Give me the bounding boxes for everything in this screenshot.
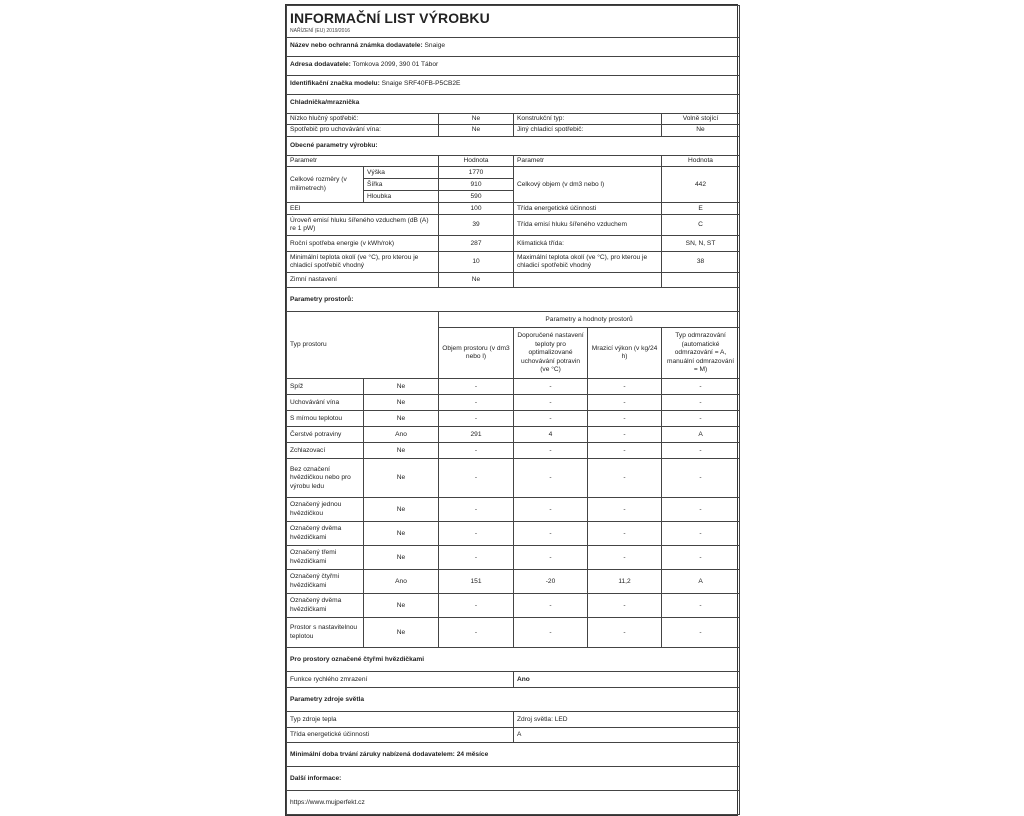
compartment-volume: -: [439, 546, 514, 570]
compartment-volume: -: [439, 443, 514, 459]
total-volume-label: Celkový objem (v dm3 nebo l): [514, 167, 662, 203]
light-energy-class-label: Třída energetické účinnosti: [287, 728, 514, 743]
row-label: Zimní nastavení: [287, 273, 439, 288]
header-cell: [287, 6, 740, 38]
model-row: [287, 75, 740, 94]
fast-freeze-label: Funkce rychlého zmrazení: [287, 672, 514, 688]
compartment-present: Ne: [364, 618, 439, 648]
row-value: Volně stojící: [662, 113, 740, 125]
supplier-row: [287, 37, 740, 56]
compartment-name: S mírnou teplotou: [287, 411, 364, 427]
row-value: E: [662, 203, 740, 215]
dimension-value: 590: [439, 191, 514, 203]
compartment-freeze: -: [588, 395, 662, 411]
compartment-name: Bez označení hvězdičkou nebo pro výrobu ledu: [287, 459, 364, 498]
compartment-name: Prostor s nastavitelnou teplotou: [287, 618, 364, 648]
appliance-heading: Chladnička/mraznička: [287, 94, 740, 113]
row-label: Úroveň emisí hluku šířeného vzduchem (dB (A) re 1 pW): [287, 215, 439, 236]
compartment-defrost: A: [662, 570, 740, 594]
model-label: Identifikační značka modelu:: [290, 80, 380, 88]
compartment-volume: -: [439, 379, 514, 395]
compartment-present: Ano: [364, 427, 439, 443]
general-heading: Obecné parametry výrobku:: [287, 136, 740, 155]
col-header-defrost: Typ odmrazování (automatické odmrazování = A, manuální odmrazování = M): [662, 328, 740, 379]
compartment-row: [287, 379, 740, 395]
compartment-name: Čerstvé potraviny: [287, 427, 364, 443]
compartment-defrost: -: [662, 443, 740, 459]
row-label: [514, 273, 662, 288]
compartment-present: Ano: [364, 570, 439, 594]
appliance-row: [287, 113, 740, 125]
col-header: Parametr: [287, 155, 439, 167]
compartment-volume: -: [439, 411, 514, 427]
row-label: Maximální teplota okolí (ve °C), pro kterou je chladicí spotřebič vhodný: [514, 252, 662, 273]
general-row: [287, 203, 740, 215]
row-value: Ne: [439, 273, 514, 288]
compartment-name: Označený jednou hvězdičkou: [287, 498, 364, 522]
col-header: Parametr: [514, 155, 662, 167]
compartment-row: [287, 522, 740, 546]
total-volume-value: 442: [662, 167, 740, 203]
info-table: [286, 5, 740, 815]
row-value: Ne: [662, 125, 740, 137]
compartment-group-header-row: [287, 312, 740, 328]
col-header: Hodnota: [439, 155, 514, 167]
compartment-volume: -: [439, 395, 514, 411]
row-label: Minimální teplota okolí (ve °C), pro kterou je chladicí spotřebič vhodný: [287, 252, 439, 273]
col-header-temp: Doporučené nastavení teploty pro optimalizované uchovávání potravin (ve °C): [514, 328, 588, 379]
compartment-present: Ne: [364, 594, 439, 618]
light-heading: Parametry zdroje světla: [287, 688, 740, 712]
row-label: Konstrukční typ:: [514, 113, 662, 125]
row-value: 10: [439, 252, 514, 273]
compartment-volume: -: [439, 498, 514, 522]
row-value: 39: [439, 215, 514, 236]
compartment-row: [287, 395, 740, 411]
general-row: [287, 273, 740, 288]
compartment-present: Ne: [364, 522, 439, 546]
row-value: SN, N, ST: [662, 236, 740, 252]
compartment-temp: -: [514, 443, 588, 459]
compartment-name: Uchovávání vína: [287, 395, 364, 411]
compartment-present: Ne: [364, 546, 439, 570]
row-value: [662, 273, 740, 288]
general-row: [287, 252, 740, 273]
compartment-defrost: A: [662, 427, 740, 443]
compartment-defrost: -: [662, 379, 740, 395]
row-label: Klimatická třída:: [514, 236, 662, 252]
model-value: Snaige SRF40FB-P5CB2E: [381, 80, 461, 88]
page-title: INFORMAČNÍ LIST VÝROBKU: [290, 10, 490, 26]
general-row: [287, 215, 740, 236]
compartment-temp: -: [514, 395, 588, 411]
row-label: Třída emisí hluku šířeného vzduchem: [514, 215, 662, 236]
address-label: Adresa dodavatele:: [290, 61, 351, 69]
compartment-row: [287, 570, 740, 594]
fast-freeze-value: Ano: [514, 672, 740, 688]
warranty-label: Minimální doba trvání záruky nabízená dodavatelem:: [290, 750, 455, 758]
compartment-defrost: -: [662, 546, 740, 570]
compartment-freeze: -: [588, 379, 662, 395]
compartment-type-header: Typ prostoru: [287, 312, 439, 379]
compartment-volume: -: [439, 618, 514, 648]
row-label: Nízko hlučný spotřebič:: [287, 113, 439, 125]
compartment-name: Zchlazovací: [287, 443, 364, 459]
compartments-heading: Parametry prostorů:: [287, 288, 740, 312]
row-value: 287: [439, 236, 514, 252]
compartment-volume: -: [439, 459, 514, 498]
light-source-type-value: Zdroj světla: LED: [514, 712, 740, 728]
compartment-defrost: -: [662, 395, 740, 411]
dimension-row: [287, 167, 740, 179]
general-row: [287, 236, 740, 252]
row-value: Ne: [439, 113, 514, 125]
compartment-defrost: -: [662, 618, 740, 648]
general-header-row: [287, 155, 740, 167]
compartment-temp: -: [514, 546, 588, 570]
product-information-sheet: [285, 4, 738, 816]
warranty-row: [287, 743, 740, 767]
compartment-freeze: -: [588, 443, 662, 459]
compartment-freeze: 11,2: [588, 570, 662, 594]
compartment-temp: -20: [514, 570, 588, 594]
compartment-freeze: -: [588, 546, 662, 570]
row-value: Ne: [439, 125, 514, 137]
dimension-label: Šířka: [364, 179, 439, 191]
regulation-ref: NAŘÍZENÍ (EU) 2019/2016: [290, 28, 351, 35]
col-header-volume: Objem prostoru (v dm3 nebo l): [439, 328, 514, 379]
compartment-freeze: -: [588, 594, 662, 618]
row-label: Jiný chladicí spotřebič:: [514, 125, 662, 137]
compartment-row: [287, 546, 740, 570]
dimension-value: 910: [439, 179, 514, 191]
compartment-present: Ne: [364, 379, 439, 395]
compartment-temp: -: [514, 594, 588, 618]
compartment-volume: 291: [439, 427, 514, 443]
supplier-value: Snaige: [424, 42, 446, 50]
light-row: [287, 712, 740, 728]
compartment-name: Označený třemi hvězdičkami: [287, 546, 364, 570]
four-star-row: [287, 672, 740, 688]
compartment-freeze: -: [588, 459, 662, 498]
compartment-name: Označený dvěma hvězdičkami: [287, 522, 364, 546]
row-label: EEI: [287, 203, 439, 215]
row-label: Roční spotřeba energie (v kWh/rok): [287, 236, 439, 252]
compartment-freeze: -: [588, 618, 662, 648]
compartment-row: [287, 459, 740, 498]
compartment-present: Ne: [364, 498, 439, 522]
address-value: Tomkova 2099, 390 01 Tábor: [352, 61, 439, 69]
more-info-url[interactable]: https://www.mujperfekt.cz: [287, 791, 740, 815]
compartment-row: [287, 411, 740, 427]
supplier-label: Název nebo ochranná známka dodavatele:: [290, 42, 423, 50]
warranty-value: 24 měsíce: [456, 750, 489, 758]
compartment-row: [287, 618, 740, 648]
compartment-temp: 4: [514, 427, 588, 443]
appliance-row: [287, 125, 740, 137]
compartment-group-header: Parametry a hodnoty prostorů: [439, 312, 740, 328]
compartment-row: [287, 443, 740, 459]
compartment-temp: -: [514, 379, 588, 395]
row-value: 38: [662, 252, 740, 273]
compartment-row: [287, 594, 740, 618]
four-star-heading: Pro prostory označené čtyřmi hvězdičkami: [287, 648, 740, 672]
compartment-temp: -: [514, 618, 588, 648]
compartment-volume: 151: [439, 570, 514, 594]
compartment-present: Ne: [364, 395, 439, 411]
compartment-temp: -: [514, 459, 588, 498]
compartment-temp: -: [514, 411, 588, 427]
compartment-row: [287, 498, 740, 522]
row-value: 100: [439, 203, 514, 215]
compartment-volume: -: [439, 594, 514, 618]
address-row: [287, 56, 740, 75]
row-label: Třída energetické účinnosti: [514, 203, 662, 215]
dimension-value: 1770: [439, 167, 514, 179]
row-label: Spotřebič pro uchovávání vína:: [287, 125, 439, 137]
compartment-name: Označený dvěma hvězdičkami: [287, 594, 364, 618]
light-energy-class-value: A: [514, 728, 740, 743]
compartment-defrost: -: [662, 522, 740, 546]
dimensions-label: Celkové rozměry (v milimetrech): [287, 167, 364, 203]
compartment-row: [287, 427, 740, 443]
dimension-label: Výška: [364, 167, 439, 179]
compartment-freeze: -: [588, 427, 662, 443]
compartment-temp: -: [514, 498, 588, 522]
compartment-freeze: -: [588, 411, 662, 427]
compartment-defrost: -: [662, 594, 740, 618]
compartment-defrost: -: [662, 498, 740, 522]
compartment-volume: -: [439, 522, 514, 546]
row-value: C: [662, 215, 740, 236]
compartment-present: Ne: [364, 411, 439, 427]
more-info-heading: Další informace:: [287, 767, 740, 791]
compartment-defrost: -: [662, 459, 740, 498]
compartment-name: Označený čtyřmi hvězdičkami: [287, 570, 364, 594]
col-header: Hodnota: [662, 155, 740, 167]
dimension-label: Hloubka: [364, 191, 439, 203]
compartment-present: Ne: [364, 459, 439, 498]
compartment-temp: -: [514, 522, 588, 546]
light-source-type-label: Typ zdroje tepla: [287, 712, 514, 728]
light-row: [287, 728, 740, 743]
col-header-freeze: Mrazicí výkon (v kg/24 h): [588, 328, 662, 379]
compartment-name: Spíž: [287, 379, 364, 395]
compartment-freeze: -: [588, 522, 662, 546]
compartment-defrost: -: [662, 411, 740, 427]
compartment-present: Ne: [364, 443, 439, 459]
compartment-freeze: -: [588, 498, 662, 522]
